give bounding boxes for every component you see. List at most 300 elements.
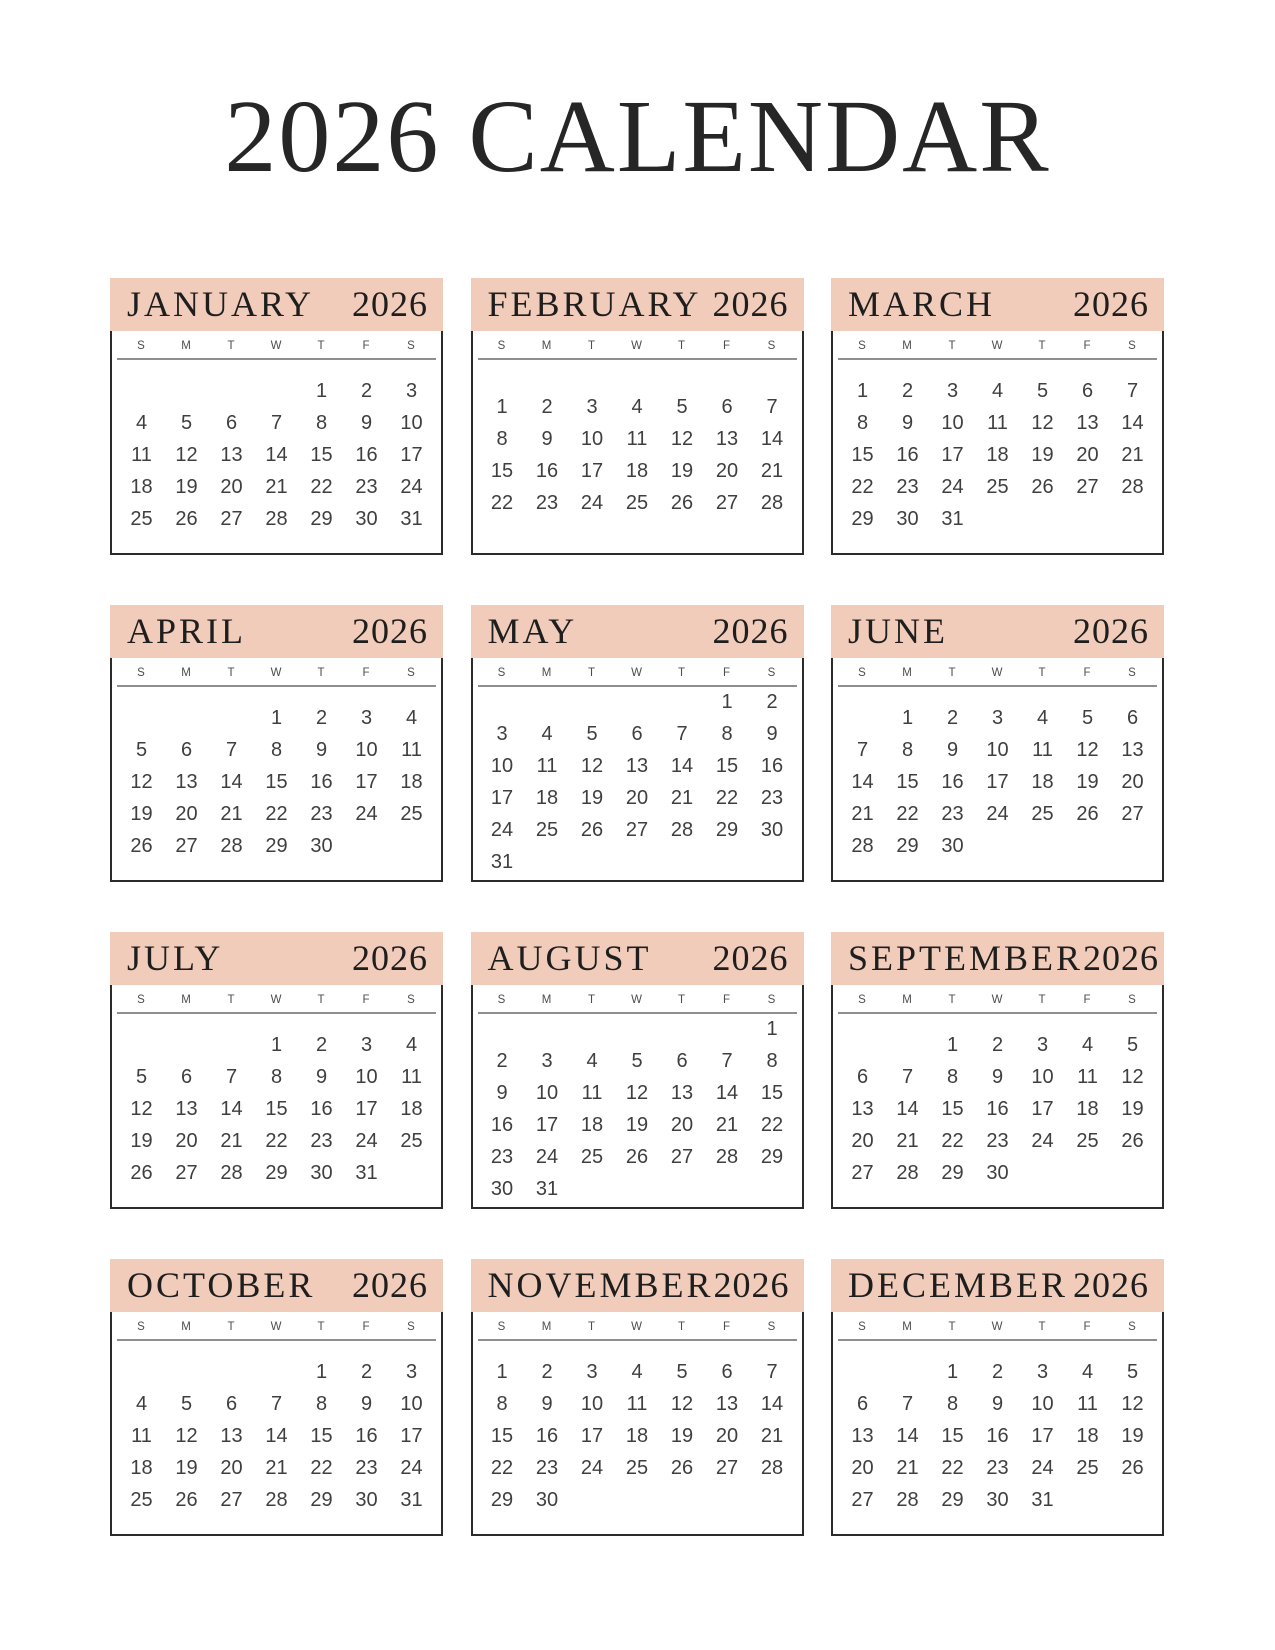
day-cell: 23 bbox=[355, 1457, 378, 1479]
weeks-area bbox=[833, 360, 1162, 551]
day-cell: 12 bbox=[130, 1098, 153, 1120]
day-cell: 9 bbox=[315, 739, 328, 761]
weekday-header-row bbox=[473, 985, 802, 1012]
day-cell: 12 bbox=[580, 755, 604, 777]
day-cell: 8 bbox=[946, 1066, 959, 1088]
day-cell: 16 bbox=[896, 444, 919, 466]
day-cell: 12 bbox=[670, 1393, 694, 1415]
week-row bbox=[112, 1062, 441, 1094]
day-cell: 18 bbox=[400, 771, 423, 793]
month-card-november bbox=[471, 1259, 804, 1536]
day-cell: 23 bbox=[490, 1146, 514, 1168]
day-cell: 14 bbox=[1121, 412, 1144, 434]
day-cell: 16 bbox=[355, 1425, 378, 1447]
day-cell: 5 bbox=[631, 1050, 643, 1072]
day-cell: 6 bbox=[676, 1050, 688, 1072]
day-cell: 2 bbox=[541, 1361, 553, 1383]
day-cell: 9 bbox=[946, 739, 959, 761]
day-cell: 14 bbox=[265, 444, 288, 466]
day-cell: 19 bbox=[175, 476, 198, 498]
day-cell: 19 bbox=[130, 1130, 153, 1152]
day-cell: 21 bbox=[1121, 444, 1144, 466]
week-row bbox=[473, 392, 802, 424]
day-cell: 19 bbox=[175, 1457, 198, 1479]
day-cell: 16 bbox=[310, 771, 333, 793]
weekday-header-row bbox=[112, 985, 441, 1012]
day-cell: 23 bbox=[535, 492, 559, 514]
day-cell: 5 bbox=[1126, 1361, 1139, 1383]
day-cell: 4 bbox=[586, 1050, 598, 1072]
month-name: NOVEMBER bbox=[487, 1264, 714, 1305]
day-cell: 12 bbox=[1076, 739, 1099, 761]
week-row bbox=[473, 1174, 802, 1206]
day-cell: 18 bbox=[130, 1457, 153, 1479]
month-body bbox=[110, 658, 443, 882]
day-cell: 6 bbox=[856, 1393, 869, 1415]
day-cell: 7 bbox=[721, 1050, 733, 1072]
day-cell: 30 bbox=[355, 1489, 378, 1511]
day-cell: 24 bbox=[941, 476, 964, 498]
day-cell: 3 bbox=[496, 723, 508, 745]
day-cell: 1 bbox=[946, 1361, 959, 1383]
day-cell: 1 bbox=[496, 1361, 508, 1383]
month-card-may bbox=[471, 605, 804, 882]
day-cell: 18 bbox=[535, 787, 559, 809]
day-cell: 5 bbox=[180, 1393, 193, 1415]
week-row bbox=[473, 456, 802, 488]
weekday-label: S bbox=[858, 1320, 867, 1333]
weekday-label: S bbox=[497, 339, 507, 352]
day-cell: 5 bbox=[676, 396, 688, 418]
day-cell: 7 bbox=[225, 1066, 238, 1088]
day-cell: 18 bbox=[1031, 771, 1054, 793]
weekday-header-row bbox=[473, 331, 802, 358]
week-row bbox=[473, 1110, 802, 1142]
week-row bbox=[833, 1421, 1162, 1453]
day-cell: 14 bbox=[851, 771, 874, 793]
weekday-label: W bbox=[631, 666, 643, 679]
day-cell: 11 bbox=[131, 1425, 152, 1447]
day-cell: 1 bbox=[946, 1034, 959, 1056]
day-cell: 24 bbox=[535, 1146, 559, 1168]
day-cell: 8 bbox=[270, 1066, 283, 1088]
day-cell: 21 bbox=[715, 1114, 739, 1136]
week-row bbox=[112, 1389, 441, 1421]
month-year: 2026 bbox=[352, 937, 428, 978]
day-cell: 1 bbox=[270, 1034, 283, 1056]
week-row bbox=[112, 1158, 441, 1190]
month-header bbox=[110, 605, 443, 658]
day-cell: 9 bbox=[496, 1082, 508, 1104]
day-cell: 30 bbox=[986, 1489, 1009, 1511]
weekday-header-row bbox=[112, 1312, 441, 1339]
month-name: JUNE bbox=[848, 610, 948, 651]
day-cell: 19 bbox=[1121, 1425, 1144, 1447]
month-card-april bbox=[110, 605, 443, 882]
day-cell: 16 bbox=[986, 1098, 1009, 1120]
weekday-label: W bbox=[991, 339, 1004, 352]
day-cell: 27 bbox=[175, 1162, 198, 1184]
month-card-october bbox=[110, 1259, 443, 1536]
day-cell: 24 bbox=[400, 476, 423, 498]
day-cell: 2 bbox=[991, 1361, 1004, 1383]
day-cell: 25 bbox=[625, 492, 649, 514]
day-cell: 19 bbox=[580, 787, 604, 809]
day-cell: 30 bbox=[310, 1162, 333, 1184]
weekday-label: W bbox=[631, 1320, 643, 1333]
weekday-label: W bbox=[631, 339, 643, 352]
day-cell: 29 bbox=[941, 1162, 964, 1184]
day-cell: 3 bbox=[360, 1034, 373, 1056]
weeks-area bbox=[112, 360, 441, 551]
month-name: MARCH bbox=[848, 283, 996, 324]
week-row bbox=[833, 440, 1162, 472]
day-cell: 9 bbox=[360, 1393, 373, 1415]
day-cell: 8 bbox=[315, 412, 328, 434]
day-cell: 1 bbox=[270, 707, 283, 729]
day-cell: 28 bbox=[220, 1162, 243, 1184]
weekday-label: S bbox=[767, 666, 777, 679]
day-cell: 3 bbox=[541, 1050, 553, 1072]
day-cell: 26 bbox=[1121, 1457, 1144, 1479]
day-cell: 17 bbox=[400, 1425, 423, 1447]
month-card-july bbox=[110, 932, 443, 1209]
day-cell: 15 bbox=[896, 771, 919, 793]
day-cell: 17 bbox=[355, 1098, 378, 1120]
day-cell: 13 bbox=[715, 1393, 739, 1415]
day-cell: 14 bbox=[760, 1393, 784, 1415]
day-cell: 20 bbox=[625, 787, 649, 809]
day-cell: 16 bbox=[986, 1425, 1009, 1447]
day-cell: 24 bbox=[355, 803, 378, 825]
day-cell: 12 bbox=[175, 444, 198, 466]
week-row bbox=[833, 1485, 1162, 1517]
weekday-label: M bbox=[541, 1320, 553, 1333]
day-cell: 6 bbox=[1126, 707, 1139, 729]
day-cell: 30 bbox=[760, 819, 784, 841]
day-cell: 13 bbox=[175, 1098, 198, 1120]
day-cell: 26 bbox=[580, 819, 604, 841]
day-cell: 30 bbox=[941, 835, 964, 857]
weekday-label: W bbox=[270, 339, 283, 352]
week-row bbox=[112, 1126, 441, 1158]
day-cell: 26 bbox=[670, 492, 694, 514]
month-body bbox=[831, 1312, 1164, 1536]
months-grid bbox=[110, 278, 1164, 1536]
day-cell: 6 bbox=[180, 1066, 193, 1088]
month-body bbox=[831, 658, 1164, 882]
day-cell: 27 bbox=[715, 492, 739, 514]
day-cell: 22 bbox=[265, 803, 288, 825]
weekday-label: F bbox=[362, 1320, 371, 1333]
weeks-area bbox=[833, 1341, 1162, 1532]
week-row bbox=[833, 1389, 1162, 1421]
day-cell: 13 bbox=[670, 1082, 694, 1104]
weekday-label: S bbox=[407, 993, 416, 1006]
day-cell: 6 bbox=[631, 723, 643, 745]
weeks-area bbox=[473, 687, 802, 878]
day-cell: 18 bbox=[1076, 1098, 1099, 1120]
day-cell: 31 bbox=[355, 1162, 378, 1184]
day-cell: 8 bbox=[496, 1393, 508, 1415]
week-row bbox=[112, 1485, 441, 1517]
day-cell: 23 bbox=[535, 1457, 559, 1479]
day-cell: 27 bbox=[1121, 803, 1144, 825]
day-cell: 28 bbox=[220, 835, 243, 857]
day-cell: 5 bbox=[1081, 707, 1094, 729]
day-cell: 19 bbox=[1076, 771, 1099, 793]
weekday-label: F bbox=[722, 339, 732, 352]
month-header bbox=[831, 605, 1164, 658]
weekday-label: T bbox=[587, 993, 597, 1006]
month-year: 2026 bbox=[1083, 937, 1160, 978]
day-cell: 8 bbox=[496, 428, 508, 450]
day-cell: 11 bbox=[401, 1066, 422, 1088]
day-cell: 20 bbox=[715, 460, 739, 482]
week-row bbox=[473, 1485, 802, 1517]
day-cell: 18 bbox=[580, 1114, 604, 1136]
day-cell: 16 bbox=[760, 755, 784, 777]
day-cell: 28 bbox=[896, 1489, 919, 1511]
day-cell: 1 bbox=[766, 1018, 778, 1040]
month-body bbox=[110, 1312, 443, 1536]
week-row bbox=[473, 1421, 802, 1453]
day-cell: 21 bbox=[265, 476, 288, 498]
month-body bbox=[471, 331, 804, 555]
day-cell: 9 bbox=[541, 428, 553, 450]
day-cell: 26 bbox=[1031, 476, 1054, 498]
day-cell: 11 bbox=[626, 428, 648, 450]
day-cell: 22 bbox=[941, 1457, 964, 1479]
day-cell: 12 bbox=[175, 1425, 198, 1447]
day-cell: 28 bbox=[265, 508, 288, 530]
week-row bbox=[833, 1094, 1162, 1126]
weekday-label: T bbox=[227, 666, 236, 679]
weeks-area bbox=[473, 1014, 802, 1205]
weekday-label: W bbox=[631, 993, 643, 1006]
day-cell: 9 bbox=[315, 1066, 328, 1088]
day-cell: 20 bbox=[220, 1457, 243, 1479]
day-cell: 3 bbox=[360, 707, 373, 729]
day-cell: 4 bbox=[631, 1361, 643, 1383]
weekday-label: S bbox=[858, 666, 867, 679]
month-year: 2026 bbox=[1073, 1264, 1149, 1305]
day-cell: 8 bbox=[270, 739, 283, 761]
day-cell: 8 bbox=[721, 723, 733, 745]
day-cell: 14 bbox=[265, 1425, 288, 1447]
day-cell: 2 bbox=[315, 707, 328, 729]
week-row bbox=[833, 376, 1162, 408]
day-cell: 26 bbox=[1076, 803, 1099, 825]
month-body bbox=[831, 985, 1164, 1209]
week-row bbox=[833, 1030, 1162, 1062]
day-cell: 10 bbox=[355, 739, 378, 761]
day-cell: 30 bbox=[986, 1162, 1009, 1184]
day-cell: 29 bbox=[265, 835, 288, 857]
day-cell: 22 bbox=[851, 476, 874, 498]
day-cell: 4 bbox=[1081, 1361, 1094, 1383]
weekday-label: W bbox=[270, 993, 283, 1006]
day-cell: 31 bbox=[941, 508, 964, 530]
day-cell: 24 bbox=[580, 492, 604, 514]
day-cell: 8 bbox=[315, 1393, 328, 1415]
day-cell: 25 bbox=[1076, 1130, 1099, 1152]
day-cell: 27 bbox=[715, 1457, 739, 1479]
day-cell: 3 bbox=[586, 1361, 598, 1383]
weekday-label: W bbox=[270, 1320, 283, 1333]
day-cell: 16 bbox=[355, 444, 378, 466]
weekday-header-row bbox=[112, 331, 441, 358]
day-cell: 10 bbox=[355, 1066, 378, 1088]
weekday-header-row bbox=[833, 658, 1162, 685]
month-card-february bbox=[471, 278, 804, 555]
day-cell: 25 bbox=[1031, 803, 1054, 825]
weekday-label: T bbox=[948, 666, 957, 679]
day-cell: 26 bbox=[670, 1457, 694, 1479]
month-year: 2026 bbox=[712, 937, 789, 978]
week-row bbox=[473, 719, 802, 751]
weekday-label: T bbox=[587, 1320, 597, 1333]
day-cell: 19 bbox=[670, 460, 694, 482]
day-cell: 6 bbox=[856, 1066, 869, 1088]
weekday-label: S bbox=[137, 993, 146, 1006]
day-cell: 14 bbox=[896, 1098, 919, 1120]
day-cell: 31 bbox=[535, 1178, 559, 1200]
day-cell: 19 bbox=[670, 1425, 694, 1447]
day-cell: 15 bbox=[310, 444, 333, 466]
day-cell: 17 bbox=[490, 787, 514, 809]
day-cell: 7 bbox=[766, 396, 778, 418]
day-cell: 13 bbox=[220, 444, 243, 466]
day-cell: 29 bbox=[896, 835, 919, 857]
day-cell: 18 bbox=[986, 444, 1009, 466]
week-row bbox=[112, 376, 441, 408]
weekday-label: S bbox=[137, 339, 146, 352]
day-cell: 17 bbox=[580, 460, 604, 482]
day-cell: 17 bbox=[355, 771, 378, 793]
day-cell: 14 bbox=[670, 755, 694, 777]
weeks-area bbox=[112, 687, 441, 878]
day-cell: 30 bbox=[355, 508, 378, 530]
day-cell: 4 bbox=[1036, 707, 1049, 729]
day-cell: 28 bbox=[896, 1162, 919, 1184]
day-cell: 19 bbox=[130, 803, 153, 825]
month-name: OCTOBER bbox=[127, 1264, 316, 1305]
week-row bbox=[833, 767, 1162, 799]
weekday-label: M bbox=[181, 993, 192, 1006]
day-cell: 26 bbox=[175, 1489, 198, 1511]
day-cell: 23 bbox=[986, 1457, 1009, 1479]
day-cell: 16 bbox=[535, 1425, 559, 1447]
week-row bbox=[833, 1357, 1162, 1389]
day-cell: 8 bbox=[946, 1393, 959, 1415]
day-cell: 26 bbox=[130, 835, 153, 857]
weekday-label: F bbox=[362, 993, 371, 1006]
day-cell: 18 bbox=[1076, 1425, 1099, 1447]
day-cell: 21 bbox=[896, 1130, 919, 1152]
day-cell: 11 bbox=[536, 755, 558, 777]
weekday-label: T bbox=[317, 339, 326, 352]
month-card-march bbox=[831, 278, 1164, 555]
month-year: 2026 bbox=[352, 283, 428, 324]
day-cell: 17 bbox=[1031, 1425, 1054, 1447]
weekday-label: S bbox=[767, 993, 777, 1006]
day-cell: 2 bbox=[901, 380, 914, 402]
day-cell: 27 bbox=[220, 1489, 243, 1511]
month-year: 2026 bbox=[1073, 610, 1149, 651]
day-cell: 2 bbox=[541, 396, 553, 418]
day-cell: 2 bbox=[360, 380, 373, 402]
weeks-area bbox=[112, 1341, 441, 1532]
day-cell: 4 bbox=[405, 707, 418, 729]
day-cell: 23 bbox=[896, 476, 919, 498]
month-body bbox=[110, 331, 443, 555]
week-row bbox=[473, 687, 802, 719]
day-cell: 29 bbox=[715, 819, 739, 841]
month-body bbox=[471, 1312, 804, 1536]
day-cell: 15 bbox=[715, 755, 739, 777]
day-cell: 13 bbox=[1076, 412, 1099, 434]
day-cell: 23 bbox=[760, 787, 784, 809]
week-row bbox=[473, 1046, 802, 1078]
day-cell: 17 bbox=[580, 1425, 604, 1447]
day-cell: 30 bbox=[490, 1178, 514, 1200]
week-row bbox=[473, 1357, 802, 1389]
weekday-label: W bbox=[991, 1320, 1004, 1333]
day-cell: 4 bbox=[405, 1034, 418, 1056]
weekday-header-row bbox=[833, 331, 1162, 358]
day-cell: 9 bbox=[541, 1393, 553, 1415]
weekday-label: F bbox=[722, 666, 732, 679]
day-cell: 30 bbox=[310, 835, 333, 857]
day-cell: 10 bbox=[580, 1393, 604, 1415]
weekday-label: S bbox=[1128, 1320, 1137, 1333]
weekday-label: S bbox=[497, 993, 507, 1006]
week-row bbox=[112, 504, 441, 536]
day-cell: 17 bbox=[941, 444, 964, 466]
week-row bbox=[473, 1389, 802, 1421]
day-cell: 1 bbox=[315, 1361, 328, 1383]
weekday-label: W bbox=[991, 993, 1004, 1006]
day-cell: 14 bbox=[220, 771, 243, 793]
day-cell: 16 bbox=[941, 771, 964, 793]
day-cell: 24 bbox=[490, 819, 514, 841]
weekday-label: T bbox=[587, 339, 597, 352]
day-cell: 17 bbox=[400, 444, 423, 466]
day-cell: 12 bbox=[1031, 412, 1054, 434]
day-cell: 19 bbox=[1121, 1098, 1144, 1120]
day-cell: 17 bbox=[1031, 1098, 1054, 1120]
month-year: 2026 bbox=[1073, 283, 1149, 324]
day-cell: 20 bbox=[1121, 771, 1144, 793]
week-row bbox=[833, 1062, 1162, 1094]
weekday-label: T bbox=[677, 993, 687, 1006]
weekday-label: W bbox=[270, 666, 283, 679]
day-cell: 4 bbox=[135, 412, 148, 434]
day-cell: 28 bbox=[760, 492, 784, 514]
weekday-label: S bbox=[497, 666, 507, 679]
weekday-label: T bbox=[317, 1320, 326, 1333]
weekday-label: T bbox=[677, 1320, 687, 1333]
week-row bbox=[833, 504, 1162, 536]
day-cell: 26 bbox=[625, 1146, 649, 1168]
month-card-june bbox=[831, 605, 1164, 882]
day-cell: 21 bbox=[760, 1425, 784, 1447]
day-cell: 15 bbox=[941, 1425, 964, 1447]
weekday-label: W bbox=[991, 666, 1004, 679]
day-cell: 13 bbox=[715, 428, 739, 450]
day-cell: 2 bbox=[315, 1034, 328, 1056]
